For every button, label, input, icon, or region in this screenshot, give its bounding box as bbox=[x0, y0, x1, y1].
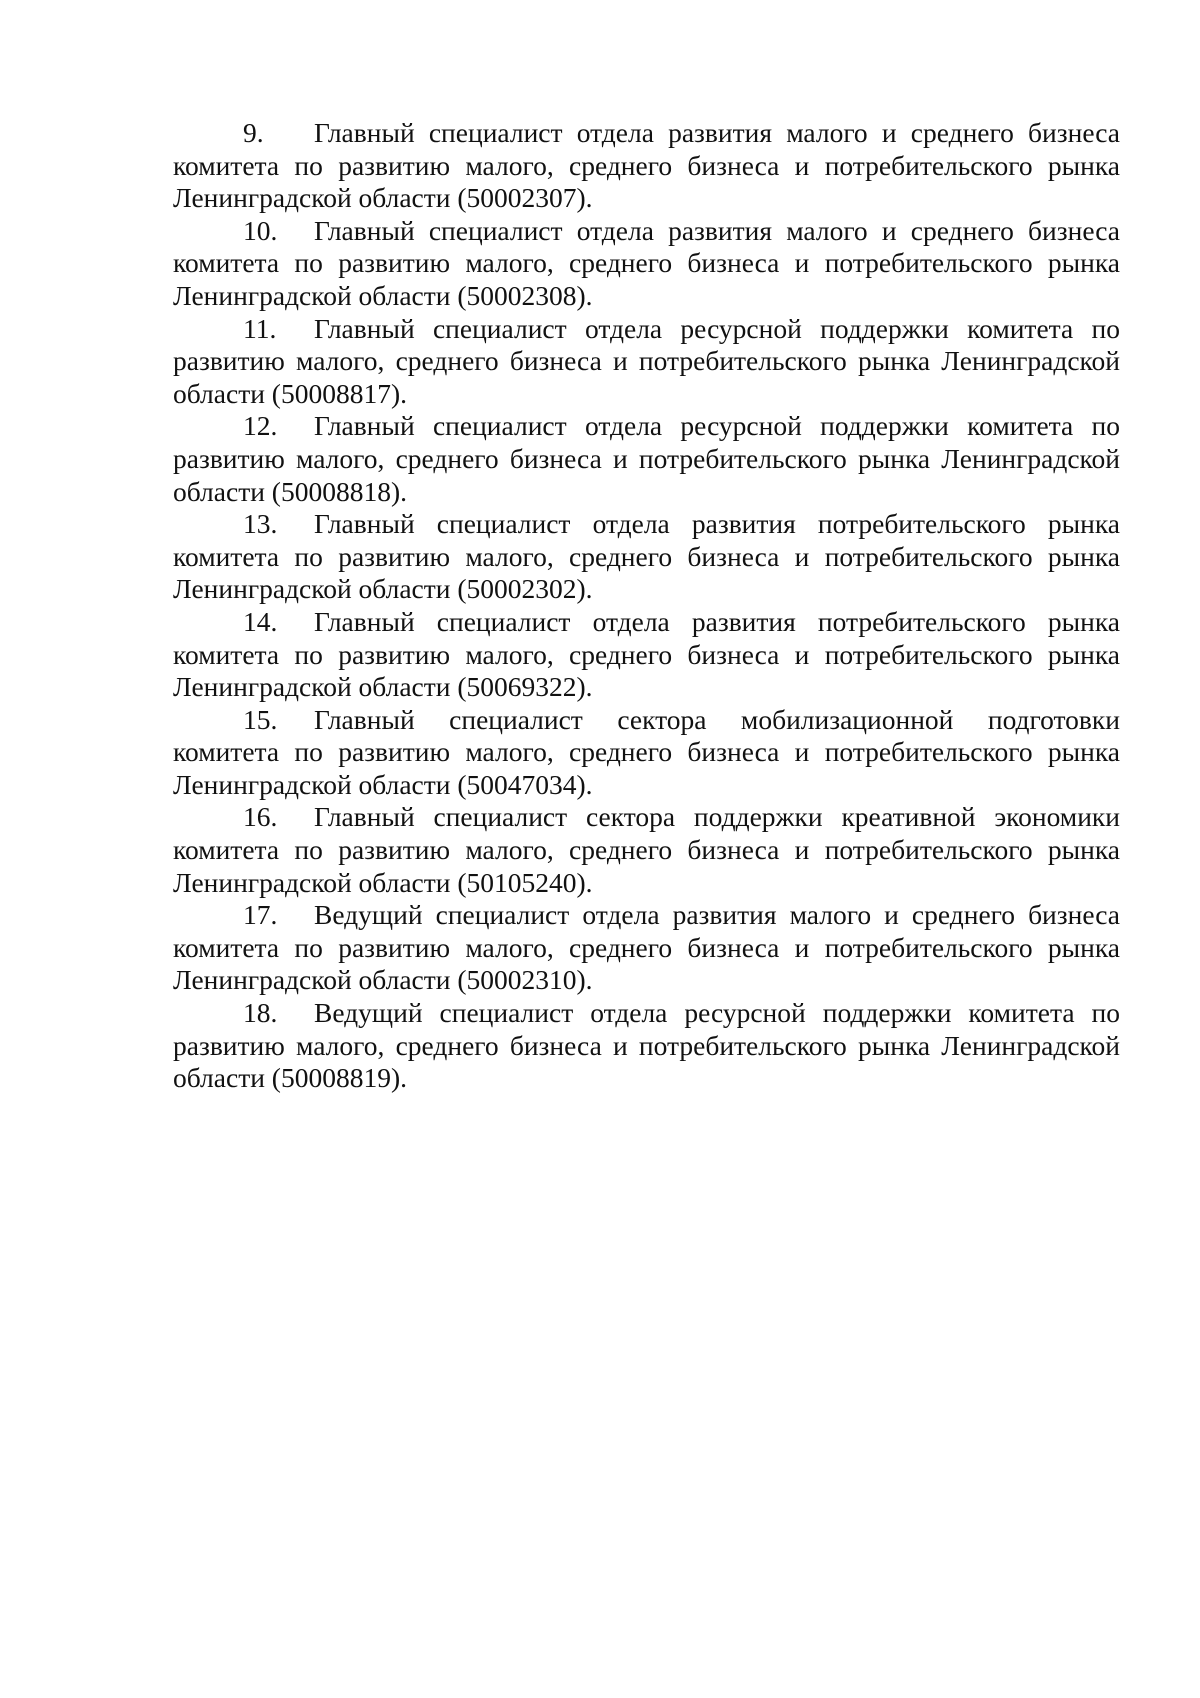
item-text: Ведущий специалист отдела ресурсной поддержки комитета по развитию малого, среднего бизнеса и потребительского рынка Ленинградской области (50008819). bbox=[173, 997, 1120, 1094]
item-number: 14. bbox=[243, 605, 278, 637]
item-number: 13. bbox=[243, 508, 278, 540]
list-item bbox=[173, 117, 1120, 215]
item-text: Главный специалист отдела развития потребительского рынка комитета по развитию малого, среднего бизнеса и потребительского рынка Ленинградской области (50069322). bbox=[173, 605, 1120, 703]
list-item bbox=[173, 508, 1120, 606]
position-list bbox=[173, 117, 1120, 1095]
item-text: Ведущий специалист отдела развития малого и среднего бизнеса комитета по развитию малого, среднего бизнеса и потребительского рынка Ленинградской области (50002310). bbox=[173, 899, 1120, 996]
item-number: 9. bbox=[243, 117, 264, 148]
list-item bbox=[173, 704, 1120, 802]
list-item bbox=[173, 215, 1120, 313]
item-number: 11. bbox=[243, 312, 277, 344]
item-number: 17. bbox=[243, 899, 278, 931]
item-text: Главный специалист отдела развития потребительского рынка комитета по развитию малого, среднего бизнеса и потребительского рынка Ленинградской области (50002302). bbox=[173, 508, 1120, 605]
item-text: Главный специалист отдела ресурсной поддержки комитета по развитию малого, среднего бизнеса и потребительского рынка Ленинградской области (50008818). bbox=[173, 410, 1120, 507]
list-item bbox=[173, 410, 1120, 508]
item-text: Главный специалист отдела развития малого и среднего бизнеса комитета по развитию малого, среднего бизнеса и потребительского рынка Ленинградской области (50002308). bbox=[173, 214, 1120, 311]
list-item bbox=[173, 997, 1120, 1095]
item-number: 10. bbox=[243, 214, 278, 246]
list-item bbox=[173, 606, 1120, 704]
item-number: 12. bbox=[243, 410, 278, 442]
list-item bbox=[173, 899, 1120, 997]
item-text: Главный специалист отдела ресурсной поддержки комитета по развитию малого, среднего бизнеса и потребительского рынка Ленинградской области (50008817). bbox=[173, 312, 1120, 409]
item-number: 15. bbox=[243, 703, 278, 735]
list-item bbox=[173, 313, 1120, 411]
item-number: 18. bbox=[243, 997, 278, 1029]
item-number: 16. bbox=[243, 801, 278, 833]
item-text: Главный специалист отдела развития малого и среднего бизнеса комитета по развитию малого, среднего бизнеса и потребительского рынка Ленинградской области (50002307). bbox=[173, 117, 1120, 214]
item-text: Главный специалист сектора поддержки креативной экономики комитета по развитию малого, среднего бизнеса и потребительского рынка Ленинградской области (50105240). bbox=[173, 801, 1120, 898]
list-item bbox=[173, 801, 1120, 899]
item-text: Главный специалист сектора мобилизационной подготовки комитета по развитию малого, среднего бизнеса и потребительского рынка Ленинградской области (50047034). bbox=[173, 703, 1120, 800]
